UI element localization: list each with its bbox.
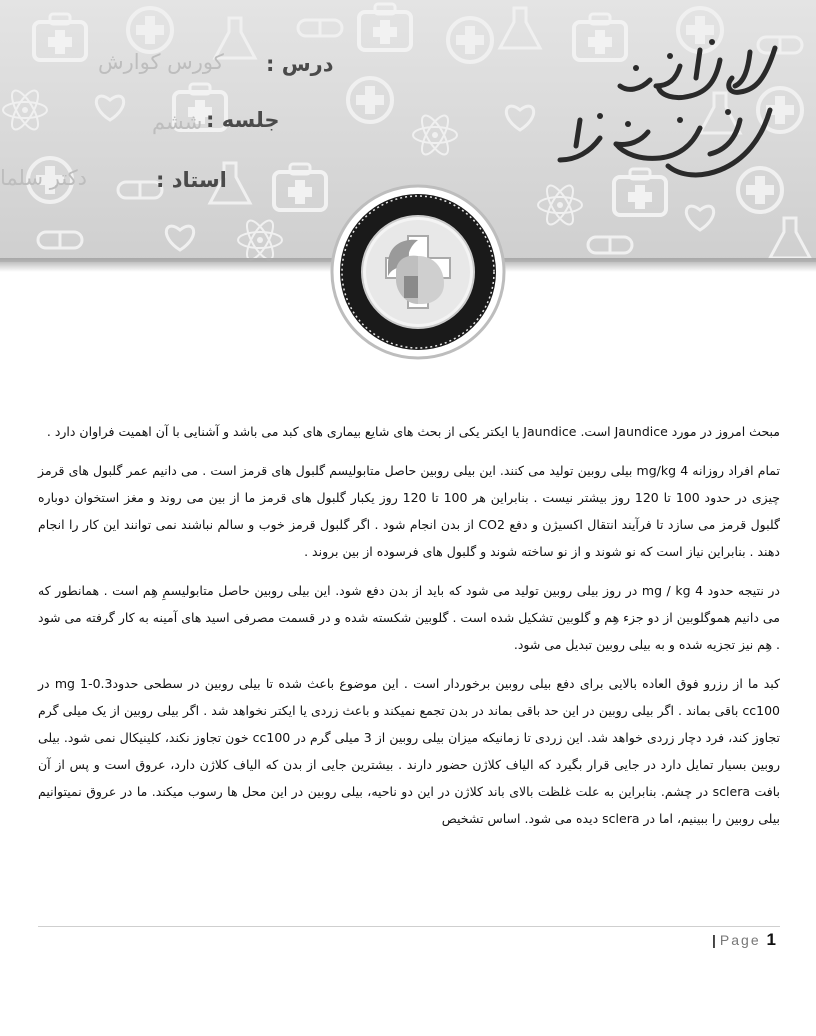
- paragraph-4: کبد ما از رزرو فوق العاده بالایی برای دفع بیلی روبین برخوردار است . این موضوع باعث شده تا بیلی روبین در سطحی حدود0.3-1 mg در cc100 باقی بماند . اگر بیلی روبین در این حد باقی بماند در بدن تجمع نمیکند و باعث زردی یا ایکتر نخواهد شد . اگر بیلی روبین از یک میلی گرم تجاوز کند، فرد دچار زردی خواهد شد. این زردی تا زمانیکه میزان بیلی روبین از 3 میلی گرم در cc100 خون تجاوز نکند، کلینیکال نمی شود. بیلی روبین بسیار تمایل دارد در جایی قرار بگیرد که الیاف کلاژن حضور دارند . بیشترین جایی از بدن که الیاف کلاژن دارد، عروق است و پس از آن بافت sclera در چشم. بنابراین به علت غلظت بالای باند کلاژن در این دو ناحیه، بیلی روبین در این محل ها رسوب میکند. ما در عروق نمیتوانیم بیلی روبین را ببینیم، اما در sclera دیده می شود. اساس تشخیص: [38, 676, 781, 826]
- course-label: درس :: [266, 52, 334, 76]
- paragraph-1: مبحث امروز در مورد Jaundice است. Jaundice یا ایکتر یکی از بحث های شایع بیماری های کبد می باشد و آشنایی با آن اهمیت فراوان دارد .: [46, 424, 780, 439]
- page-indicator: [712, 930, 776, 950]
- page-separator: |: [712, 932, 716, 948]
- session-label: جلسه :: [206, 108, 280, 132]
- teacher-value: دکتر سلما: [0, 166, 88, 190]
- page-word: Page: [719, 932, 761, 948]
- document-body: [38, 418, 780, 844]
- footer-divider: [38, 926, 780, 927]
- university-seal-logo-icon: [330, 184, 506, 360]
- paragraph-2: تمام افراد روزانه mg/kg 4 بیلی روبین تولید می کنند. این بیلی روبین حاصل متابولیسم گلبول های قرمز است . می دانیم عمر گلبول های قرمز چیزی در حدود 100 تا 120 روز بیشتر نیست . بنابراین هر 100 تا 120 روز یکبار گلبول های قرمز ما از بین می روند و مغز استخوان دوباره گلبول قرمز می سازد تا فرآیند انتقال اکسیژن و دفع CO2 از بدن انجام شود . اگر گلبول قرمز خوب و سالم نباشند نمی توانند این کار را انجام دهند . بنابراین نیاز است که نو شوند و از نو ساخته شوند و گلبول های فرسوده از بین بروند .: [38, 463, 781, 559]
- calligraphy-motto-icon: [540, 20, 790, 200]
- session-value: ششم: [152, 110, 203, 134]
- teacher-label: استاد :: [156, 168, 227, 192]
- course-value: کورس کوارش: [98, 50, 224, 74]
- paragraph-3: در نتیجه حدود mg / kg 4 در روز بیلی روبین تولید می شود که باید از بدن دفع شود. این بیلی روبین حاصل متابولیسمِ هِم است . همانطور که می دانیم هموگلوبین از دو جزء هِم و گلوبین تشکیل شده است . گلوبین شکسته شده و در قسمت مصرفی اسید های آمینه به کار گرفته می شود . هِم نیز تجزیه شده و به بیلی روبین تبدیل می شود.: [38, 583, 780, 652]
- page-number: 1: [766, 930, 776, 949]
